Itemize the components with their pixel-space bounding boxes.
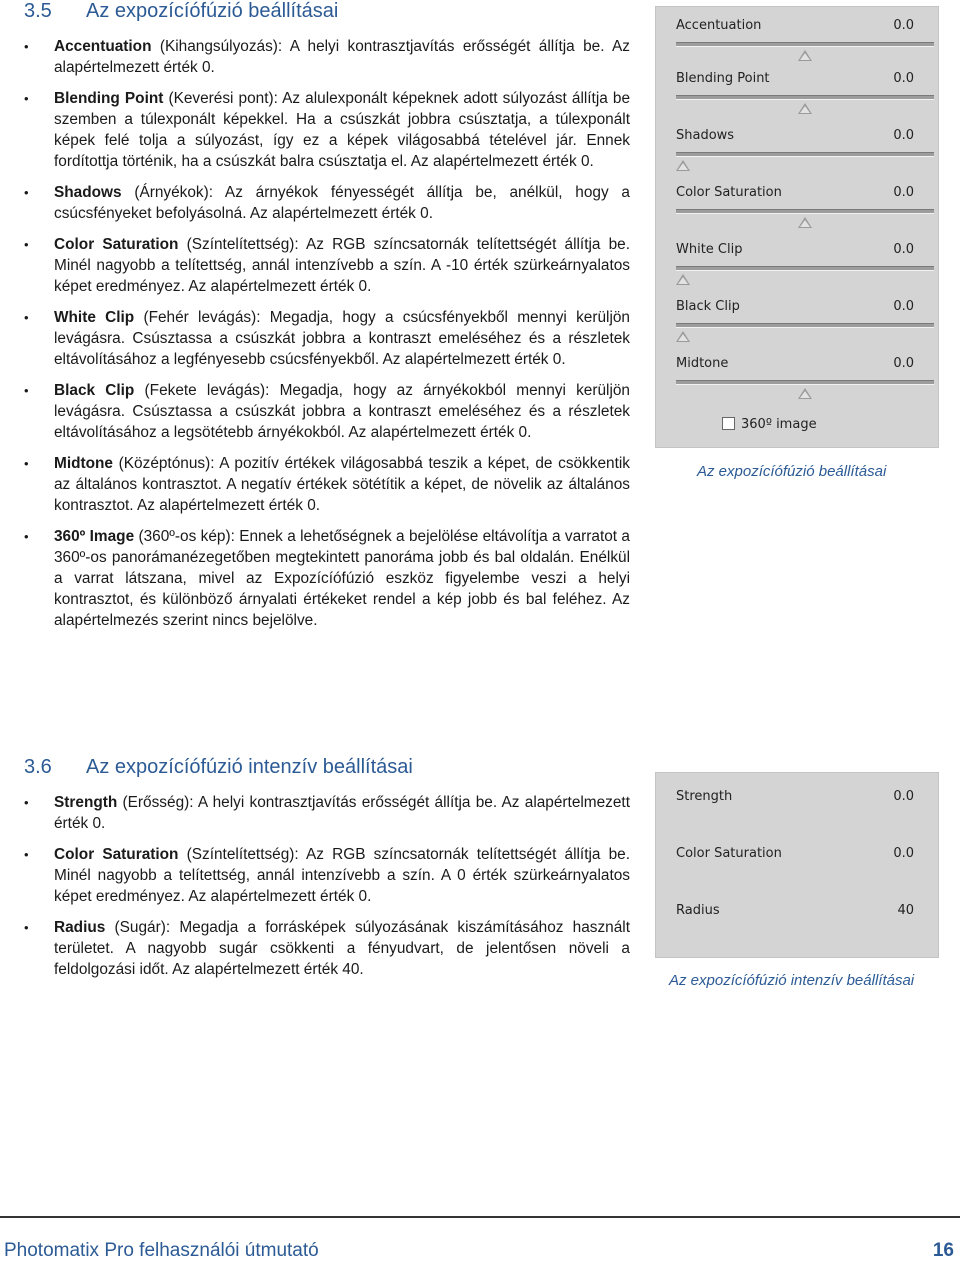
settings-list-3-5 [24, 36, 630, 631]
description: (Színtelítettség): Az RGB színcsatornák telítettségét állítja be. Minél nagyobb a telítettség, annál intenzívebb a szín. A -10 érték szürkeárnyalatos képet eredményez. Az alapértelmezett érték 0. [54, 236, 631, 295]
slider-color-saturation[interactable] [676, 846, 934, 898]
description: (Erősség): A helyi kontrasztjavítás erősségét állítja be. Az alapértelmezett érték 0. [54, 794, 630, 832]
section-heading-3-5 [24, 0, 338, 23]
slider-shadows[interactable] [676, 128, 934, 180]
slider-thumb[interactable] [676, 160, 690, 171]
description: (Színtelítettség): Az RGB színcsatornák telítettségét állítja be. Minél nagyobb a telítettség, annál intenzívebb a szín. A 0 érték szürkeárnyalatos képet eredményez. Az alapértelmezett érték 0. [54, 846, 631, 905]
slider-thumb[interactable] [798, 217, 812, 228]
slider-midtone[interactable] [676, 356, 934, 408]
list-item-360-image [24, 526, 630, 631]
slider-thumb[interactable] [676, 274, 690, 285]
list-item-black-clip [24, 380, 630, 443]
slider-white-clip[interactable] [676, 242, 934, 294]
slider-track[interactable] [676, 42, 934, 47]
description: (Fehér levágás): Megadja, hogy a csúcsfényekből mennyi kerüljön levágásra. Csúsztassa a csúszkát jobbra a kontraszt emeléséhez és a részletek eltávolításához a legfényesebb csúcsfényekből. Az alapértelmezett érték 0. [54, 309, 630, 368]
term: White Clip [54, 309, 135, 326]
slider-label: Radius [676, 903, 720, 918]
slider-label: Black Clip [676, 299, 740, 314]
slider-value: 0.0 [893, 242, 914, 257]
slider-accentuation[interactable] [676, 18, 934, 70]
list-item-radius [24, 917, 630, 980]
term: Accentuation [54, 38, 152, 55]
slider-label: Shadows [676, 128, 735, 143]
slider-label: Color Saturation [676, 846, 782, 861]
list-item-white-clip [24, 307, 630, 370]
term: Color Saturation [54, 846, 179, 863]
slider-value: 0.0 [893, 789, 914, 804]
list-item-color-saturation [24, 844, 630, 907]
slider-label: Accentuation [676, 18, 762, 33]
slider-track[interactable] [676, 323, 934, 328]
description: (Keverési pont): Az alulexponált képeknek adott súlyozást állítja be szemben a túlexponált képekkel. Ha a csúszkát jobbra csúsztatja, a túlexponált képek felé tolja a súlyozást, így ez a képek világosabbá tételével jár. Ennek fordítottja történik, ha a csúszkát balra csúsztatja el. Az alapértelmezett érték 0. [54, 90, 631, 170]
section-number: 3.6 [24, 756, 52, 778]
settings-panel [655, 6, 939, 448]
settings-list-3-6 [24, 792, 630, 980]
slider-value: 0.0 [893, 356, 914, 371]
list-item-accentuation [24, 36, 630, 78]
term: Black Clip [54, 382, 135, 399]
term: Color Saturation [54, 236, 179, 253]
description: (Sugár): Megadja a forrásképek súlyozásának kiszámításához használt területet. A nagyobb sugár csökkenti a fényudvart, de jelentősen növeli a feldolgozási időt. Az alapértelmezett érték 40. [54, 919, 630, 978]
term: Blending Point [54, 90, 164, 107]
section-title: Az expozícíófúzió intenzív beállításai [86, 756, 413, 778]
term: Shadows [54, 184, 122, 201]
description: (Fekete levágás): Megadja, hogy az árnyékokból mennyi kerüljön levágásra. Csúsztassa a csúszkát jobbra a kontraszt emeléséhez és a részletek eltávolításához a legsötétebb árnyékokból. Az alapértelmezett érték 0. [54, 382, 630, 441]
slider-thumb[interactable] [798, 103, 812, 114]
slider-value: 0.0 [893, 185, 914, 200]
intensive-settings-panel [655, 772, 939, 958]
term: Midtone [54, 455, 113, 472]
slider-radius[interactable] [676, 903, 934, 955]
term: Strength [54, 794, 118, 811]
list-item-color-saturation [24, 234, 630, 297]
list-item-strength [24, 792, 630, 834]
slider-strength[interactable] [676, 789, 934, 841]
slider-blending-point[interactable] [676, 71, 934, 123]
slider-track[interactable] [676, 95, 934, 100]
description: (Kihangsúlyozás): A helyi kontrasztjavítás erősségét állítja be. Az alapértelmezett érték 0. [54, 38, 630, 76]
checkbox-label: 360º image [741, 417, 817, 432]
slider-value: 0.0 [893, 846, 914, 861]
slider-black-clip[interactable] [676, 299, 934, 351]
description: (360º-os kép): Ennek a lehetőségnek a bejelölése eltávolítja a varratot a 360º-os panorámanézegetőben megtekintett panoráma jobb és bal oldalán. Enélkül a varrat látszana, mivel az Expozícíófúzió eszköz figyelembe veszi a helyi kontrasztot, és különböző árnyalati értékeket rendel a kép jobb és bal feléhez. Az alapértelmezés szerint nincs bejelölve. [54, 528, 630, 629]
slider-track[interactable] [676, 209, 934, 214]
slider-value: 0.0 [893, 18, 914, 33]
description: (Középtónus): A pozitív értékek világosabbá teszik a képet, de csökkentik az általános kontrasztot. A negatív értékek sötétítik a képet, de növelik az általános kontrasztot. Az alapértelmezett érték 0. [54, 455, 630, 514]
slider-value: 0.0 [893, 128, 914, 143]
term: Radius [54, 919, 106, 936]
section-heading-3-6 [24, 756, 413, 779]
list-item-blending-point [24, 88, 630, 172]
figure-caption-intensive: Az expozícíófúzió intenzív beállításai [669, 972, 915, 989]
slider-label: Blending Point [676, 71, 770, 86]
360-image-checkbox[interactable] [722, 417, 735, 430]
slider-value: 0.0 [893, 299, 914, 314]
slider-label: Strength [676, 789, 733, 804]
slider-track[interactable] [676, 152, 934, 157]
list-item-midtone [24, 453, 630, 516]
360-image-option[interactable] [722, 417, 817, 432]
slider-value: 0.0 [893, 71, 914, 86]
section-number: 3.5 [24, 0, 52, 22]
slider-label: Midtone [676, 356, 729, 371]
slider-value: 40 [897, 903, 914, 918]
slider-track[interactable] [676, 380, 934, 385]
term: 360º Image [54, 528, 135, 545]
slider-label: Color Saturation [676, 185, 782, 200]
slider-color-saturation[interactable] [676, 185, 934, 237]
section-title: Az expozícíófúzió beállításai [86, 0, 339, 22]
slider-thumb[interactable] [798, 50, 812, 61]
footer-divider [0, 1216, 960, 1218]
list-item-shadows [24, 182, 630, 224]
description: (Árnyékok): Az árnyékok fényességét állítja be, anélkül, hogy a csúcsfényeket befolyásolná. Az alapértelmezett érték 0. [54, 184, 630, 222]
slider-thumb[interactable] [798, 388, 812, 399]
slider-thumb[interactable] [676, 331, 690, 342]
figure-caption-settings: Az expozícíófúzió beállításai [697, 463, 887, 480]
slider-label: White Clip [676, 242, 743, 257]
page-number: 16 [932, 1240, 954, 1261]
slider-track[interactable] [676, 266, 934, 271]
footer-title: Photomatix Pro felhasználói útmutató [4, 1240, 319, 1261]
